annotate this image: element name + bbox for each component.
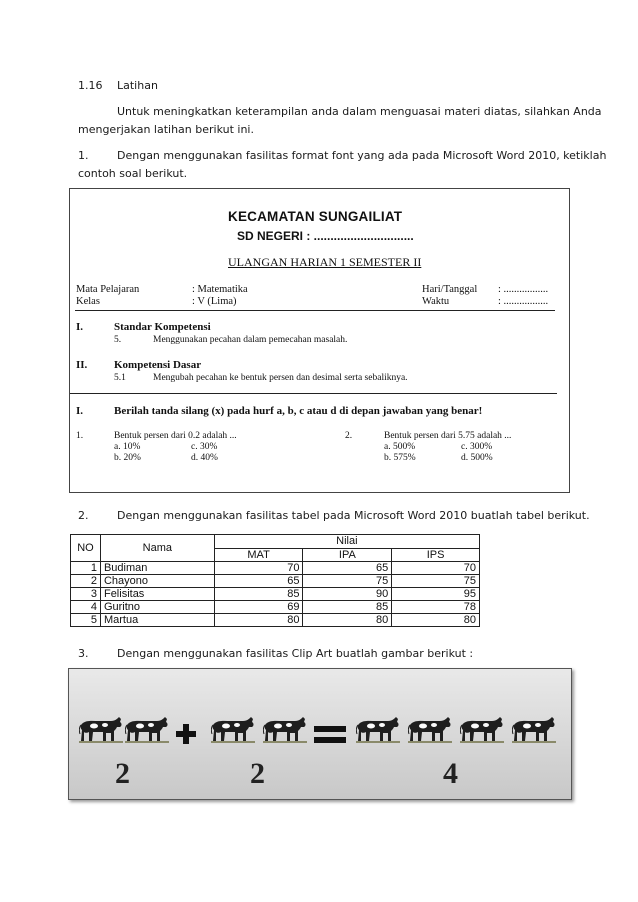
cell-mat: 70 xyxy=(214,562,303,575)
table-row xyxy=(71,562,480,575)
sample-school: SD NEGERI : .............................. xyxy=(237,229,414,243)
cell-mat: 69 xyxy=(214,601,303,614)
count-result: 4 xyxy=(443,757,458,790)
section-title: Latihan xyxy=(117,79,158,92)
count-middle: 2 xyxy=(250,757,265,790)
header-mat: MAT xyxy=(214,548,303,562)
cell-no: 5 xyxy=(71,614,101,627)
cell-ipa: 75 xyxy=(303,575,392,588)
intro-line-2: mengerjakan latihan berikut ini. xyxy=(78,123,254,136)
task2-number: 2. xyxy=(78,509,89,522)
meta-value-subject: : Matematika xyxy=(192,284,248,295)
question-2-num: 2. xyxy=(345,431,353,441)
cell-mat: 85 xyxy=(214,588,303,601)
cell-ips: 70 xyxy=(392,562,480,575)
section-divider xyxy=(70,393,557,394)
task2-text: Dengan menggunakan fasilitas tabel pada Microsoft Word 2010 buatlah tabel berikut. xyxy=(117,509,590,522)
equals-icon xyxy=(314,725,346,745)
question-2-option-d: d. 500% xyxy=(461,453,493,463)
table-row xyxy=(71,588,480,601)
cell-no: 2 xyxy=(71,575,101,588)
header-no: NO xyxy=(71,535,101,562)
section-2-num: 5.1 xyxy=(114,373,126,383)
cell-ips: 80 xyxy=(392,614,480,627)
table-row xyxy=(71,601,480,614)
section-1-heading: Standar Kompetensi xyxy=(114,321,211,333)
meta-label-date: Hari/Tanggal xyxy=(422,284,478,295)
count-left: 2 xyxy=(115,757,130,790)
cell-nama: Felisitas xyxy=(100,588,214,601)
section-1-num: 5. xyxy=(114,335,122,345)
question-1-option-c: c. 30% xyxy=(191,442,218,452)
sample-exam-title: ULANGAN HARIAN 1 SEMESTER II xyxy=(228,255,422,269)
meta-divider xyxy=(75,310,555,311)
section-1-roman: I. xyxy=(76,321,84,333)
sample-exam-box xyxy=(69,188,570,493)
cell-ipa: 90 xyxy=(303,588,392,601)
question-1-option-d: d. 40% xyxy=(191,453,218,463)
cow-icon xyxy=(79,715,123,745)
question-2-option-b: b. 575% xyxy=(384,453,416,463)
cell-mat: 80 xyxy=(214,614,303,627)
cell-no: 1 xyxy=(71,562,101,575)
question-1-option-b: b. 20% xyxy=(114,453,141,463)
question-1-option-a: a. 10% xyxy=(114,442,141,452)
header-nilai: Nilai xyxy=(214,535,479,549)
cell-ipa: 65 xyxy=(303,562,392,575)
cow-icon xyxy=(211,715,255,745)
cow-icon xyxy=(408,715,452,745)
cell-nama: Martua xyxy=(100,614,214,627)
question-2-option-c: c. 300% xyxy=(461,442,493,452)
question-1-text: Bentuk persen dari 0.2 adalah ... xyxy=(114,431,237,441)
cow-icon xyxy=(356,715,400,745)
meta-value-date: : ................. xyxy=(498,284,549,295)
cow-icon xyxy=(512,715,556,745)
header-ipa: IPA xyxy=(303,548,392,562)
cell-ips: 75 xyxy=(392,575,480,588)
question-2-option-a: a. 500% xyxy=(384,442,416,452)
intro-line-1: Untuk meningkatkan keterampilan anda dalam menguasai materi diatas, silahkan Anda xyxy=(117,105,602,118)
cell-nama: Budiman xyxy=(100,562,214,575)
meta-value-time: : ................. xyxy=(498,296,549,307)
header-nama: Nama xyxy=(100,535,214,562)
section-number: 1.16 xyxy=(78,79,103,92)
meta-value-class: : V (Lima) xyxy=(192,296,237,307)
section-1-text: Menggunakan pecahan dalam pemecahan masalah. xyxy=(153,335,348,345)
task1-line-1: Dengan menggunakan fasilitas format font yang ada pada Microsoft Word 2010, ketiklah xyxy=(117,149,607,162)
cell-nama: Guritno xyxy=(100,601,214,614)
cell-ips: 95 xyxy=(392,588,480,601)
cell-ips: 78 xyxy=(392,601,480,614)
cell-ipa: 85 xyxy=(303,601,392,614)
section-2-heading: Kompetensi Dasar xyxy=(114,359,202,371)
cell-ipa: 80 xyxy=(303,614,392,627)
header-ips: IPS xyxy=(392,548,480,562)
cell-mat: 65 xyxy=(214,575,303,588)
question-1-num: 1. xyxy=(76,431,84,441)
question-2-text: Bentuk persen dari 5.75 adalah ... xyxy=(384,431,512,441)
sample-title: KECAMATAN SUNGAILIAT xyxy=(228,209,403,224)
meta-label-subject: Mata Pelajaran xyxy=(76,284,140,295)
task1-line-2: contoh soal berikut. xyxy=(78,167,188,180)
cow-icon xyxy=(460,715,504,745)
clip-art-panel xyxy=(68,668,572,800)
section-2-text: Mengubah pecahan ke bentuk persen dan desimal serta sebaliknya. xyxy=(153,373,408,383)
task3-number: 3. xyxy=(78,647,89,660)
task1-number: 1. xyxy=(78,149,89,162)
instruction-roman: I. xyxy=(76,405,84,417)
instruction-text: Berilah tanda silang (x) pada hurf a, b, c atau d di depan jawaban yang benar! xyxy=(114,405,483,417)
plus-icon xyxy=(175,723,197,745)
section-2-roman: II. xyxy=(76,359,88,371)
meta-label-class: Kelas xyxy=(76,296,100,307)
table-row xyxy=(71,614,480,627)
cell-no: 3 xyxy=(71,588,101,601)
cow-icon xyxy=(263,715,307,745)
cell-nama: Chayono xyxy=(100,575,214,588)
nilai-table xyxy=(70,534,480,627)
cell-no: 4 xyxy=(71,601,101,614)
table-row xyxy=(71,575,480,588)
cow-icon xyxy=(125,715,169,745)
task3-text: Dengan menggunakan fasilitas Clip Art buatlah gambar berikut : xyxy=(117,647,474,660)
meta-label-time: Waktu xyxy=(422,296,450,307)
